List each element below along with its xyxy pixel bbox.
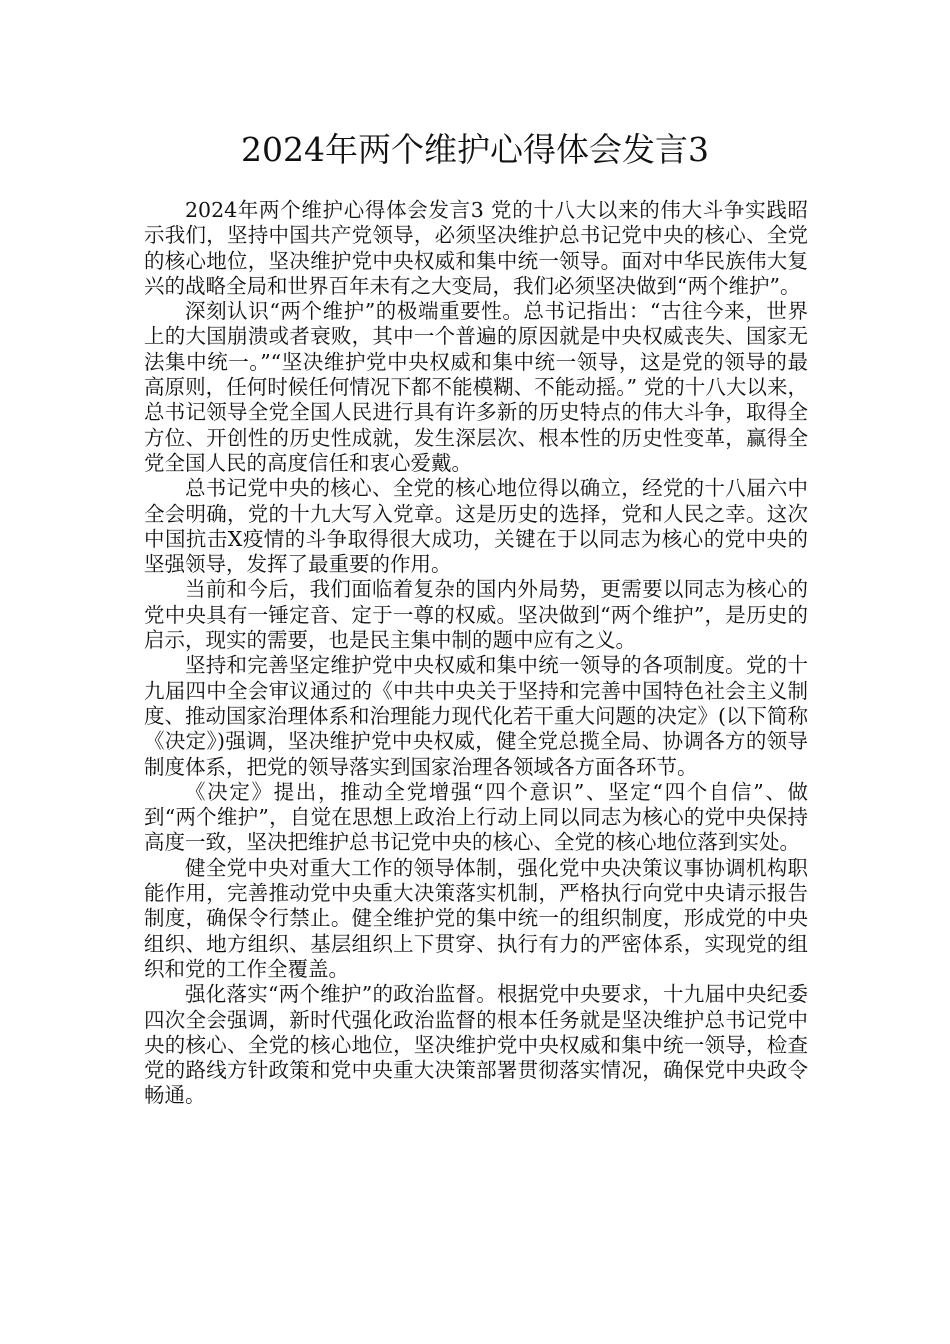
paragraph-7: 健全党中央对重大工作的领导体制，强化党中央决策议事协调机构职能作用，完善推动党中央重大决策落实机制，严格执行向党中央请示报告制度，确保令行禁止。健全维护党的集中统一的组织制度，形成党的中央组织、地方组织、基层组织上下贯穿、执行有力的严密体系，实现党的组织和党的工作全覆盖。	[144, 855, 808, 981]
paragraph-5: 坚持和完善坚定维护党中央权威和集中统一领导的各项制度。党的十九届四中全会审议通过的《中共中央关于坚持和完善中国特色社会主义制度、推动国家治理体系和治理能力现代化若干重大问题的决定》(以下简称《决定》)强调，坚决维护党中央权威，健全党总揽全局、协调各方的领导制度体系，把党的领导落实到国家治理各领域各方面各环节。	[144, 653, 808, 779]
paragraph-3: 总书记党中央的核心、全党的核心地位得以确立，经党的十八届六中全会明确，党的十九大写入党章。这是历史的选择，党和人民之幸。这次中国抗击X疫情的斗争取得很大成功，关键在于以同志为核心的党中央的坚强领导，发挥了最重要的作用。	[144, 476, 808, 577]
paragraph-6: 《决定》提出，推动全党增强“四个意识”、坚定“四个自信”、做到“两个维护”，自觉在思想上政治上行动上同以同志为核心的党中央保持高度一致，坚决把维护总书记党中央的核心、全党的核心地位落到实处。	[144, 779, 808, 855]
paragraph-8: 强化落实“两个维护”的政治监督。根据党中央要求，十九届中央纪委四次全会强调，新时代强化政治监督的根本任务就是坚决维护总书记党中央的核心、全党的核心地位，坚决维护党中央权威和集中统一领导，检查党的路线方针政策和党中央重大决策部署贯彻落实情况，确保党中央政令畅通。	[144, 982, 808, 1108]
paragraph-4: 当前和今后，我们面临着复杂的国内外局势，更需要以同志为核心的党中央具有一锤定音、定于一尊的权威。坚决做到“两个维护”，是历史的启示，现实的需要，也是民主集中制的题中应有之义。	[144, 577, 808, 653]
paragraph-2: 深刻认识“两个维护”的极端重要性。总书记指出：“古往今来，世界上的大国崩溃或者衰败，其中一个普遍的原因就是中央权威丧失、国家无法集中统一。”“坚决维护党中央权威和集中统一领导，这是党的领导的最高原则，任何时候任何情况下都不能模糊、不能动摇。” 党的十八大以来，总书记领导全党全国人民进行具有许多新的历史特点的伟大斗争，取得全方位、开创性的历史性成就，发生深层次、根本性的历史性变革，赢得全党全国人民的高度信任和衷心爱戴。	[144, 299, 808, 475]
document-title: 2024年两个维护心得体会发言3	[241, 130, 709, 169]
paragraph-1: 2024年两个维护心得体会发言3 党的十八大以来的伟大斗争实践昭示我们，坚持中国共产党领导，必须坚决维护总书记党中央的核心、全党的核心地位，坚决维护党中央权威和集中统一领导。面对中华民族伟大复兴的战略全局和世界百年未有之大变局，我们必须坚决做到“两个维护”。	[144, 198, 808, 298]
document-body	[144, 198, 808, 1109]
